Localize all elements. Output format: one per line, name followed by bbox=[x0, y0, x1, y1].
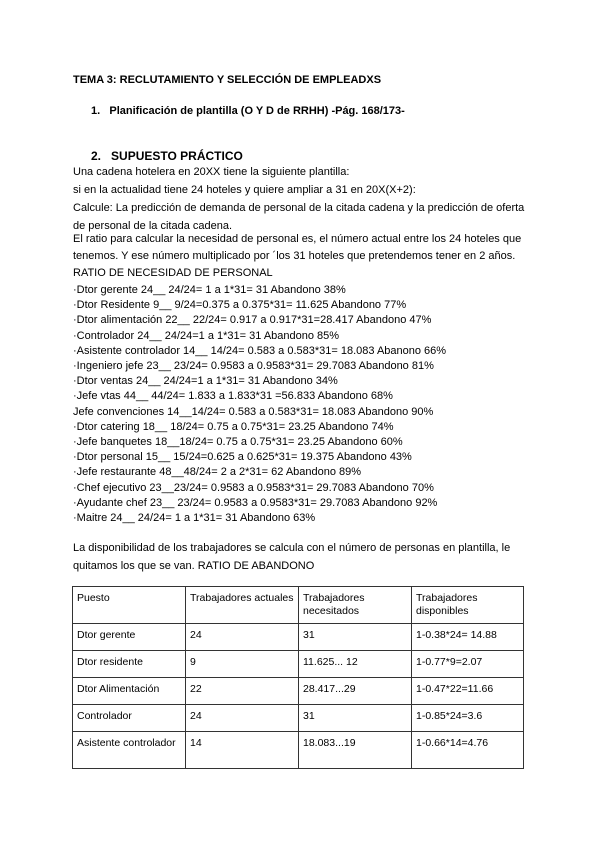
table-cell: 24 bbox=[186, 705, 299, 732]
table-cell: 14 bbox=[186, 732, 299, 769]
text-line: Una cadena hotelera en 20XX tiene la siguiente plantilla: bbox=[73, 166, 350, 178]
table-cell: 1-0.77*9=2.07 bbox=[412, 651, 524, 678]
ratio-line: ·Dtor catering 18__ 18/24= 0.75 a 0.75*31= 23.25 Abandono 74% bbox=[73, 420, 394, 433]
table-cell: Controlador bbox=[73, 705, 186, 732]
table-row bbox=[73, 705, 524, 732]
table-cell: 18.083...19 bbox=[299, 732, 412, 769]
ratio-heading: RATIO DE NECESIDAD DE PERSONAL bbox=[73, 267, 273, 279]
ratio-line: ·Maitre 24__ 24/24= 1 a 1*31= 31 Abandono 63% bbox=[73, 512, 316, 524]
ratio-line: ·Jefe banquetes 18__18/24= 0.75 a 0.75*31= 23.25 Abandono 60% bbox=[73, 436, 403, 448]
section-number: 2. bbox=[91, 149, 102, 163]
table-cell: 1-0.85*24=3.6 bbox=[412, 705, 524, 732]
ratio-line: ·Chef ejecutivo 23__23/24= 0.9583 a 0.9583*31= 29.7083 Abandono 70% bbox=[73, 481, 434, 494]
table-row bbox=[73, 651, 524, 678]
table-cell: 31 bbox=[299, 705, 412, 732]
table-cell: 1-0.38*24= 14.88 bbox=[412, 624, 524, 651]
ratio-line: ·Jefe vtas 44__ 44/24= 1.833 a 1.833*31 =56.833 Abandono 68% bbox=[73, 390, 393, 403]
table-cell: 11.625... 12 bbox=[299, 651, 412, 678]
ratio-line: ·Ingeniero jefe 23__ 23/24= 0.9583 a 0.9583*31= 29.7083 Abandono 81% bbox=[73, 360, 434, 372]
table-cell: Dtor residente bbox=[73, 651, 186, 678]
table-row bbox=[73, 624, 524, 651]
section-1-heading bbox=[91, 104, 405, 118]
column-header: Trabajadores necesitados bbox=[299, 587, 412, 624]
table-cell: Dtor Alimentación bbox=[73, 678, 186, 705]
availability-table bbox=[72, 586, 524, 769]
ratio-line: Jefe convenciones 14__14/24= 0.583 a 0.583*31= 18.083 Abandono 90% bbox=[73, 405, 434, 418]
column-header: Trabajadores disponibles bbox=[412, 587, 524, 624]
table-row bbox=[73, 732, 524, 769]
text-line: de personal de la citada cadena. bbox=[73, 220, 233, 232]
text-line: tenemos. Y ese número multiplicado por ´los 31 hoteles que pretendemos tener en 2 años. bbox=[73, 250, 516, 262]
table-cell: Dtor gerente bbox=[73, 624, 186, 651]
column-header: Trabajadores actuales bbox=[186, 587, 299, 624]
table-cell: 22 bbox=[186, 678, 299, 705]
text-line: La disponibilidad de los trabajadores se calcula con el número de personas en plantilla, le bbox=[73, 542, 511, 554]
ratio-line: ·Jefe restaurante 48__48/24= 2 a 2*31= 62 Abandono 89% bbox=[73, 466, 362, 479]
ratio-line: ·Controlador 24__ 24/24=1 a 1*31= 31 Abandono 85% bbox=[73, 329, 340, 342]
ratio-line: ·Dtor gerente 24__ 24/24= 1 a 1*31= 31 Abandono 38% bbox=[73, 284, 346, 296]
ratio-line: ·Dtor ventas 24__ 24/24=1 a 1*31= 31 Abandono 34% bbox=[73, 375, 338, 388]
section-label: SUPUESTO PRÁCTICO bbox=[111, 149, 243, 163]
column-header: Puesto bbox=[73, 587, 186, 624]
section-number: 1. bbox=[91, 105, 101, 117]
ratio-line: ·Asistente controlador 14__ 14/24= 0.583 a 0.583*31= 18.083 Abanono 66% bbox=[73, 344, 447, 357]
section-2-heading bbox=[91, 149, 243, 163]
ratio-line: ·Dtor personal 15__ 15/24=0.625 a 0.625*31= 19.375 Abandono 43% bbox=[73, 451, 412, 464]
ratio-line: ·Dtor alimentación 22__ 22/24= 0.917 a 0.917*31=28.417 Abandono 47% bbox=[73, 314, 432, 327]
text-line: quitamos los que se van. RATIO DE ABANDONO bbox=[73, 560, 315, 572]
ratio-line: ·Dtor Residente 9__ 9/24=0.375 a 0.375*31= 11.625 Abandono 77% bbox=[73, 299, 407, 312]
table-cell: 1-0.66*14=4.76 bbox=[412, 732, 524, 769]
table-cell: 28.417...29 bbox=[299, 678, 412, 705]
table-cell: Asistente controlador bbox=[73, 732, 186, 769]
table-cell: 24 bbox=[186, 624, 299, 651]
section-label: Planificación de plantilla (O Y D de RRHH) -Pág. 168/173- bbox=[109, 105, 405, 117]
text-line: Calcule: La predicción de demanda de personal de la citada cadena y la predicción de oferta bbox=[73, 202, 525, 214]
table-cell: 31 bbox=[299, 624, 412, 651]
ratio-line: ·Ayudante chef 23__ 23/24= 0.9583 a 0.9583*31= 29.7083 Abandono 92% bbox=[73, 496, 438, 509]
table-row bbox=[73, 678, 524, 705]
table-header-row bbox=[73, 587, 524, 624]
text-line: El ratio para calcular la necesidad de personal es, el número actual entre los 24 hoteles que bbox=[73, 233, 522, 245]
text-line: si en la actualidad tiene 24 hoteles y quiere ampliar a 31 en 20X(X+2): bbox=[73, 184, 416, 196]
table-cell: 1-0.47*22=11.66 bbox=[412, 678, 524, 705]
table-cell: 9 bbox=[186, 651, 299, 678]
document-title: TEMA 3: RECLUTAMIENTO Y SELECCIÓN DE EMPLEADXS bbox=[73, 74, 382, 86]
